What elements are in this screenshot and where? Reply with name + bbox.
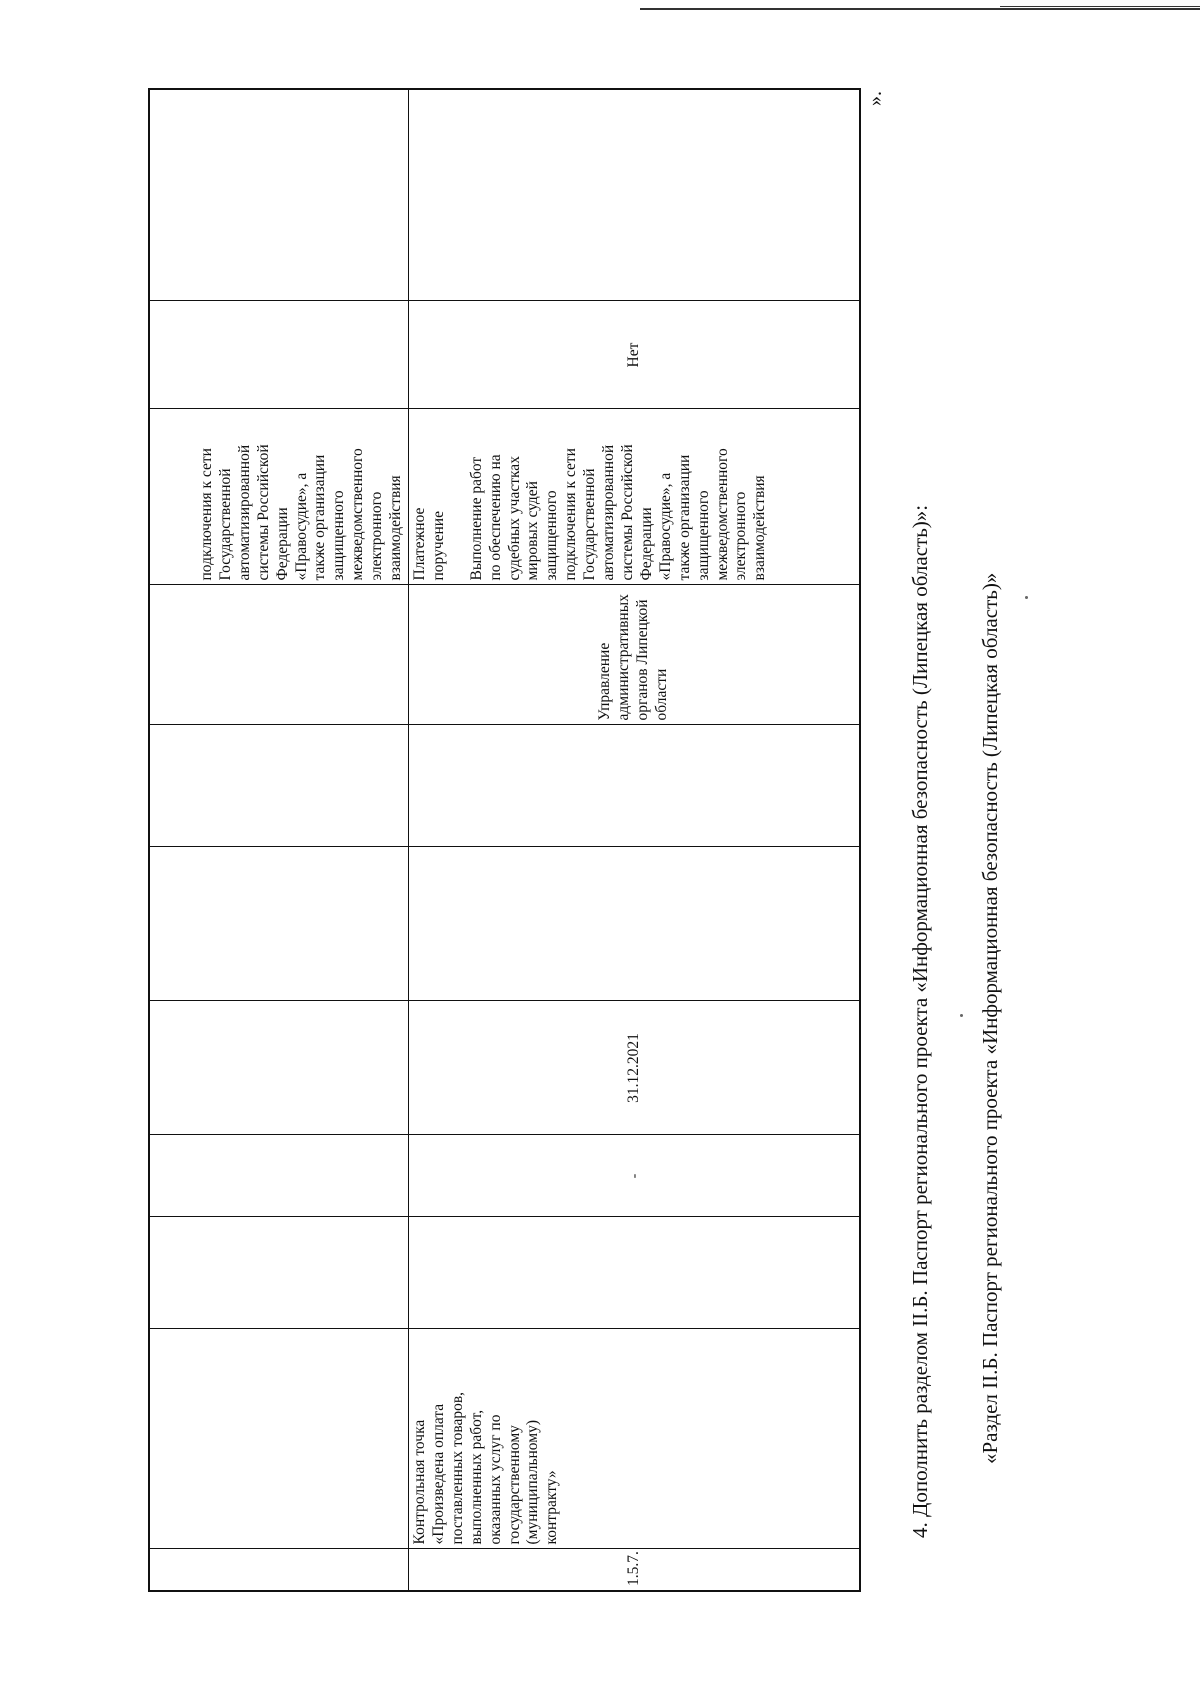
start-date-value: - [626,1173,642,1179]
amendment-item-4: 4. Дополнить разделом II.Б. Паспорт регионального проекта «Информационная безопасность (Липецкая область)»: [908,504,932,1538]
closing-quote: ». [864,91,886,106]
cell-empty-3 [409,725,861,847]
cell-result-top: подключения к сети Государственной автоматизированной системы Российской Федерации «Правосудие», а также организации защищенного межведомственного электронного взаимодействия [149,409,409,585]
cell-empty-top-1 [149,1217,409,1329]
cell-level-top [149,301,409,409]
cell-level: Нет [409,301,861,409]
cell-name: Контрольная точка «Произведена оплата поставленных товаров, выполненных работ, оказанных услуг по государственному (муниципальному) контракту» [409,1329,861,1549]
table-row-continuation [149,89,409,1591]
cell-end-top [149,1001,409,1135]
cell-end-date: 31.12.2021 [409,1001,861,1135]
cell-empty-top-3 [149,725,409,847]
cell-number-top [149,1549,409,1591]
cell-number: 1.5.7. [409,1549,861,1591]
scan-speck [1025,596,1028,599]
cell-empty-top-2 [149,847,409,1001]
project-table [148,88,861,1592]
cell-responsible-top [149,585,409,725]
cell-result: Платежное поручение Выполнение работ по обеспечению на судебных участках мировых судей защищенного подключения к сети Государственной автоматизированной системы Российской Федерации «Правосудие», а также организации защищенного межведомственного электронного взаимодействия [409,409,861,585]
cell-empty-2 [409,847,861,1001]
table-row [409,89,861,1591]
cell-empty-4 [409,89,861,301]
cell-name-top [149,1329,409,1549]
cell-empty-top-4 [149,89,409,301]
cell-start-top [149,1135,409,1217]
cell-empty-1 [409,1217,861,1329]
cell-responsible: Управление административных органов Липецкой области [409,585,861,725]
section-title: «Раздел II.Б. Паспорт регионального проекта «Информационная безопасность (Липецкая область)» [978,572,1002,1464]
cell-start-date [409,1135,861,1217]
scan-speck [960,1014,963,1017]
